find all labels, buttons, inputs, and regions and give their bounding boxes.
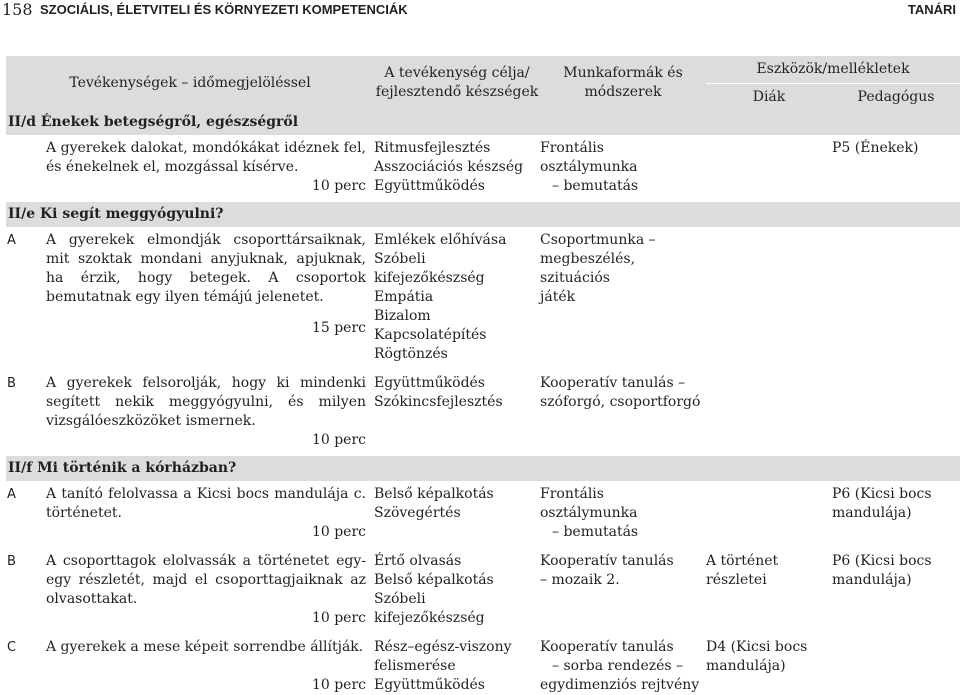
activity-text: A gyerekek a mese képeit sorrendbe állítják. xyxy=(46,639,364,655)
section-title: II/f Mi történik a kórházban? xyxy=(6,456,960,481)
goal-cell: Belső képalkotás Szövegértés xyxy=(374,486,494,521)
section-header xyxy=(6,202,960,227)
student-tool-cell: D4 (Kicsi bocs mandulája) xyxy=(706,639,808,674)
method-cell: Kooperatív tanulás – sorba rendezés – egydimenziós rejtvény xyxy=(540,639,700,693)
header-teacher: Pedagógus xyxy=(832,84,960,111)
teacher-tool-cell: P6 (Kicsi bocs mandulája) xyxy=(832,553,932,588)
header-activities: Tevékenységek – időmegjelöléssel xyxy=(6,56,374,110)
table-row xyxy=(6,481,960,548)
row-label: B xyxy=(7,376,16,391)
row-label: A xyxy=(7,233,16,248)
activity-text: A gyerekek felsorolják, hogy ki mindenki segített nekik meggyógyulni, és milyen vizsgálóeszközöket ismernek. xyxy=(46,375,366,429)
teacher-tool-cell: P6 (Kicsi bocs mandulája) xyxy=(832,486,932,521)
page-number: 158 xyxy=(2,0,33,19)
section-title: II/e Ki segít meggyógyulni? xyxy=(6,202,960,227)
lesson-plan-table xyxy=(6,56,960,695)
section-header xyxy=(6,456,960,481)
activity-time: 10 perc xyxy=(311,610,366,626)
page-title: SZOCIÁLIS, ÉLETVITELI ÉS KÖRNYEZETI KOMPETENCIÁK xyxy=(40,2,408,17)
row-label xyxy=(6,135,46,202)
student-tool-cell xyxy=(706,135,832,202)
activity-cell xyxy=(46,634,374,695)
student-tool-cell xyxy=(706,227,832,370)
teacher-tool-cell xyxy=(832,634,960,695)
header-goal: A tevékenység célja/ fejlesztendő készségek xyxy=(374,56,540,110)
header-tools: Eszközök/mellékletek xyxy=(706,56,960,84)
activity-time: 15 perc xyxy=(311,320,366,336)
goal-cell: Ritmusfejlesztés Asszociációs készség Együttműködés xyxy=(374,140,524,194)
table-row xyxy=(6,548,960,634)
header-student: Diák xyxy=(706,84,832,111)
goal-cell: Emlékek előhívása Szóbeli kifejezőkészség Empátia Bizalom Kapcsolatépítés Rögtönzés xyxy=(374,232,507,362)
method-cell: Frontális osztálymunka – bemutatás xyxy=(540,140,639,194)
method-cell: Csoportmunka – megbeszélés, szituációs játék xyxy=(540,232,656,305)
activity-time: 10 perc xyxy=(311,432,366,448)
activity-cell xyxy=(46,227,374,370)
student-tool-cell xyxy=(706,370,832,456)
row-label: B xyxy=(7,554,16,569)
row-label: C xyxy=(7,640,17,655)
table-row xyxy=(6,227,960,370)
activity-cell xyxy=(46,548,374,634)
table-header xyxy=(6,56,960,84)
activity-time: 10 perc xyxy=(311,178,366,194)
section-header xyxy=(6,110,960,135)
teacher-tool-cell: P5 (Énekek) xyxy=(832,140,919,156)
activity-cell xyxy=(46,135,374,202)
table-row xyxy=(6,135,960,202)
header-methods: Munkaformák és módszerek xyxy=(540,56,706,110)
goal-cell: Együttműködés Szókincsfejlesztés xyxy=(374,375,503,410)
activity-time: 10 perc xyxy=(311,524,366,540)
page-tag: TANÁRI xyxy=(907,2,956,17)
table-row xyxy=(6,634,960,695)
activity-text: A gyerekek elmondják csoporttársaiknak, mit szoktak mondani anyjuknak, apjuknak, ha érzik, hogy betegek. A csoportok bemutatnak egy ilyen témájú jelenetet. xyxy=(46,232,366,305)
table-row xyxy=(6,370,960,456)
activity-cell xyxy=(46,370,374,456)
activity-text: A csoporttagok elolvassák a történetet egy-egy részletét, majd el csoporttagjaiknak az olvasottakat. xyxy=(46,553,366,607)
method-cell: Kooperatív tanulás – mozaik 2. xyxy=(540,553,674,588)
goal-cell: Értő olvasás Belső képalkotás Szóbeli kifejezőkészség xyxy=(374,553,494,626)
teacher-tool-cell xyxy=(832,227,960,370)
student-tool-cell: A történet részletei xyxy=(706,553,779,588)
activity-time: 10 perc xyxy=(311,677,366,693)
activity-text: A gyerekek dalokat, mondókákat idéznek fel, és énekelnek el, mozgással kísérve. xyxy=(46,140,366,175)
method-cell: Kooperatív tanulás – szóforgó, csoportforgó xyxy=(540,375,701,410)
section-title: II/d Énekek betegségről, egészségről xyxy=(6,110,960,135)
page-header xyxy=(0,0,960,22)
row-label: A xyxy=(7,487,16,502)
student-tool-cell xyxy=(706,481,832,548)
activity-text: A tanító felolvassa a Kicsi bocs mandulája c. történetet. xyxy=(46,486,366,521)
teacher-tool-cell xyxy=(832,370,960,456)
goal-cell: Rész–egész-viszony felismerése Együttműködés xyxy=(374,639,512,693)
activity-cell xyxy=(46,481,374,548)
method-cell: Frontális osztálymunka – bemutatás xyxy=(540,486,639,540)
